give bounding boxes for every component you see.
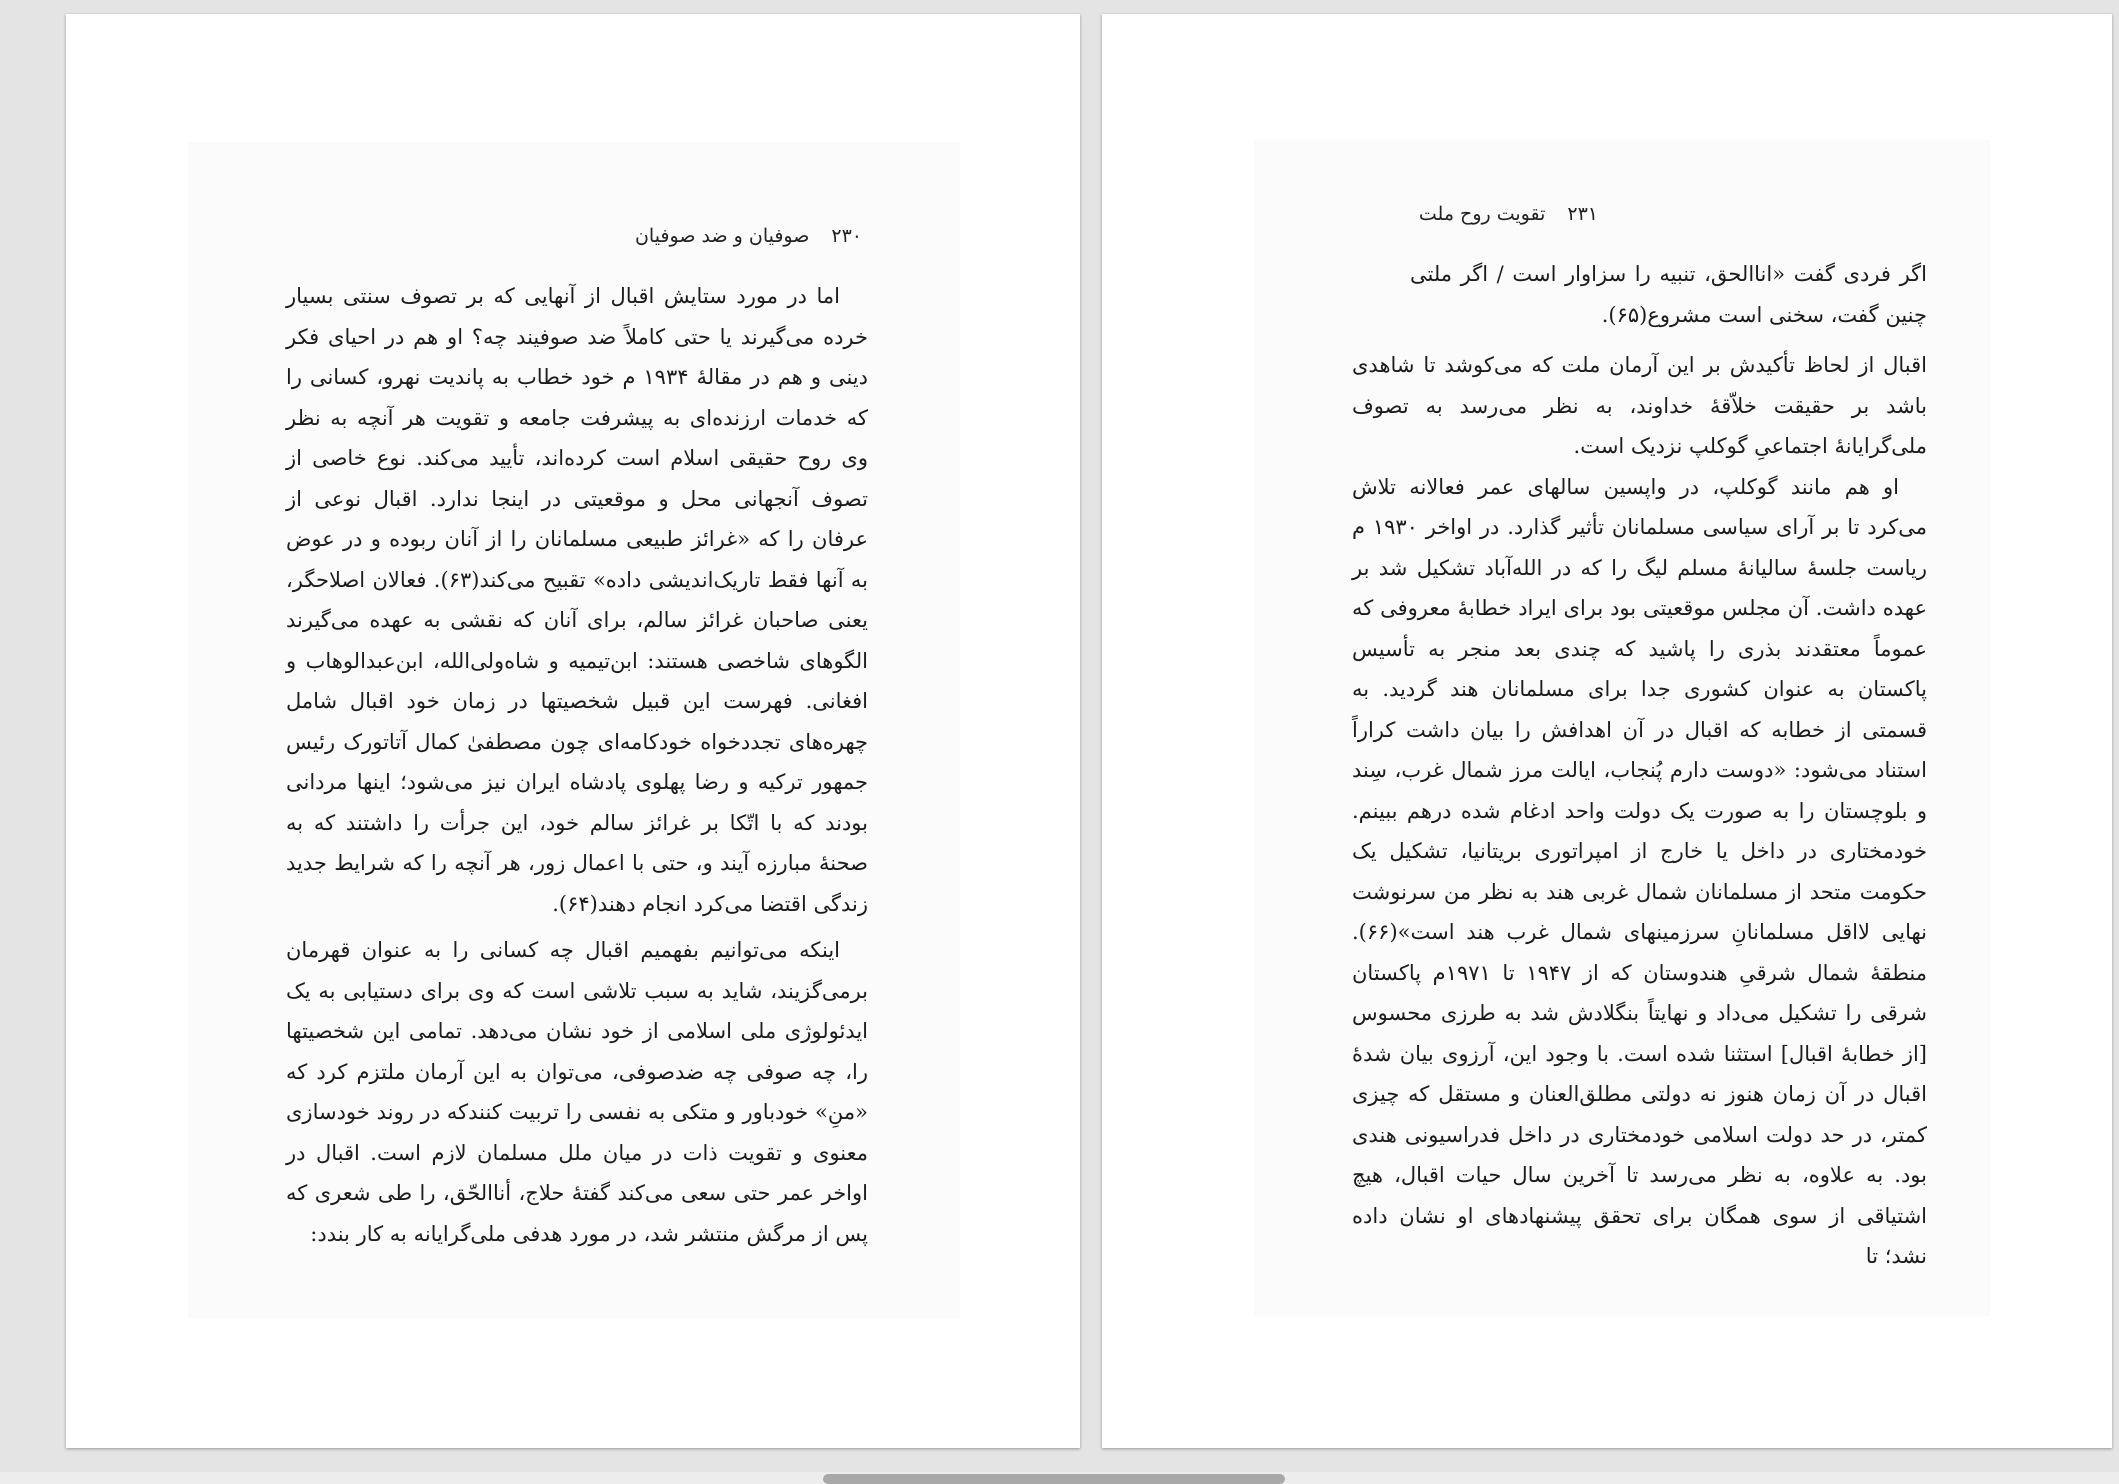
page-body — [286, 276, 868, 1254]
running-title: صوفیان و ضد صوفیان — [634, 225, 810, 247]
paragraph: اما در مورد ستایش اقبال از آنهایی که بر تصوف سنتی بسیار خرده می‌گیرند یا حتی کاملاً ضد صوفیند چه؟ او هم در احیای فکر دینی و هم در مقالهٔ ۱۹۳۴ م خود خطاب به پاندیت نهرو، کسانی را که خدمات ارزنده‌ای به پیشرفت جامعه و تقویت هر آنچه به نظر وی روح حقیقی اسلام است کرده‌اند، تأیید می‌کند. نوع خاصی از تصوف آنجهانی محل و موقعیتی در اینجا ندارد. اقبال نوعی از عرفان را که «غرائز طبیعی مسلمانان را از آنان ربوده و در عوض به آنها فقط تاریک‌اندیشی داده» تقبیح می‌کند(۶۳). فعالان اصلاحگر، یعنی صاحبان غرائز سالم، برای آنان که نقشی به عهده می‌گیرند الگوهای شاخصی هستند: ابن‌تیمیه و شاه‌ولی‌الله، ابن‌عبدالوهاب و افغانی. فهرست این قبیل شخصیتها در زمان خود اقبال شامل چهره‌های تجددخواه خودکامه‌ای چون مصطفیٰ کمال آتاتورک رئیس جمهور ترکیه و رضا پهلوی پادشاه ایران نیز می‌شود؛ اینها مردانی بودند که با اتّکا بر غرائز سالم خود، این جرأت را داشتند که به صحنهٔ مبارزه آیند و، حتی با اعمال زور، هر آنچه را که شرایط جدید زندگی اقتضا می‌کرد انجام دهند(۶۴). — [286, 284, 868, 916]
running-head — [635, 225, 862, 247]
page-number: ۲۳۱ — [1567, 203, 1598, 225]
page-230 — [66, 14, 1080, 1448]
paragraph: او هم مانند گوکلپ، در واپسین سالهای عمر فعالانه تلاش می‌کرد تا بر آرای سیاسی مسلمانان تأثیر گذارد. در اواخر ۱۹۳۰ م ریاست جلسهٔ سالیانهٔ مسلم لیگ را که در الله‌آباد تشکیل شد بر عهده داشت. آن مجلس موقعیتی بود برای ایراد خطابهٔ معروفی که عموماً معتقدند بذری را پاشید که چندی بعد منجر به تأسیس پاکستان به عنوان کشوری جدا برای مسلمانان هند گردید. به قسمتی از خطابه که اقبال در آن اهدافش را بیان داشت کراراً استناد می‌شود: «دوست دارم پُنجاب، ایالت مرز شمال غرب، سِند و بلوچستان را به صورت یک دولت واحد ادغام شده درهم ببینم. خودمختاری در داخل یا خارج از امپراتوری بریتانیا، تشکیل یک حکومت متحد از مسلمانان شمال غربی هند به نظر من سرنوشت نهایی لااقل مسلمانانِ سرزمینهای شمال غرب هند است»(۶۶). منطقهٔ شمال شرقیِ هندوستان که از ۱۹۴۷ تا ۱۹۷۱م پاکستان شرقی را تشکیل می‌داد و نهایتاً بنگلادش شد به طرزی محسوس [از خطابهٔ اقبال] استثنا شده است. با وجود این، آرزوی بیان شدهٔ اقبال در آن زمان هنوز نه دولتی مطلق‌العنان و مستقل که چیزی کمتر، در حد دولت اسلامی خودمختاری در داخل فدراسیونی هندی بود. به علاوه، به نظر می‌رسد تا آخرین سال حیات اقبال، هیچ اشتیاقی از سوی همگان برای تحقق پیشنهادهای او نشان داده نشد؛ تا — [1352, 474, 1928, 1268]
paragraph: اقبال از لحاظ تأکیدش بر این آرمان ملت که می‌کوشد تا شاهدی باشد بر حقیقت خلاّقهٔ خداوند، به نظر می‌رسد به تصوف ملی‌گرایانهٔ اجتماعیِ گوکلپ نزدیک است. — [1352, 353, 1927, 458]
page-231 — [1102, 14, 2112, 1448]
running-title: تقویت روح ملت — [1418, 203, 1546, 225]
paragraph: اینکه می‌توانیم بفهمیم اقبال چه کسانی را به عنوان قهرمان برمی‌گزیند، شاید به سبب تلاشی است که وی برای دستیابی به یک ایدئولوژی ملی اسلامی از خود نشان می‌دهد. تمامی این شخصیتها را، چه صوفی چه ضدصوفی، می‌توان به این آرمان ملتزم کرد که «منِ» خودباور و متکی به نفسی را تربیت کنندکه در روند خودسازی معنوی و تقویت ذات در میان ملل مسلمان لازم است. اقبال در اواخر عمر حتی سعی می‌کند گفتهٔ حلاج، أناالحّق، را طی شعری که پس از مرگش منتشر شد، در مورد هدفی ملی‌گرایانه به کار بندد: — [286, 938, 868, 1246]
verse-quote: اگر فردی گفت «اناالحق، تنبیه را سزاوار است / اگر ملتی چنین گفت، سخنی است مشروع(۶۵). — [1410, 262, 1927, 327]
page-number: ۲۳۰ — [831, 225, 862, 247]
running-head — [1419, 203, 1598, 225]
page-body — [1352, 254, 1927, 1277]
scrollbar-thumb[interactable] — [823, 1474, 1285, 1484]
